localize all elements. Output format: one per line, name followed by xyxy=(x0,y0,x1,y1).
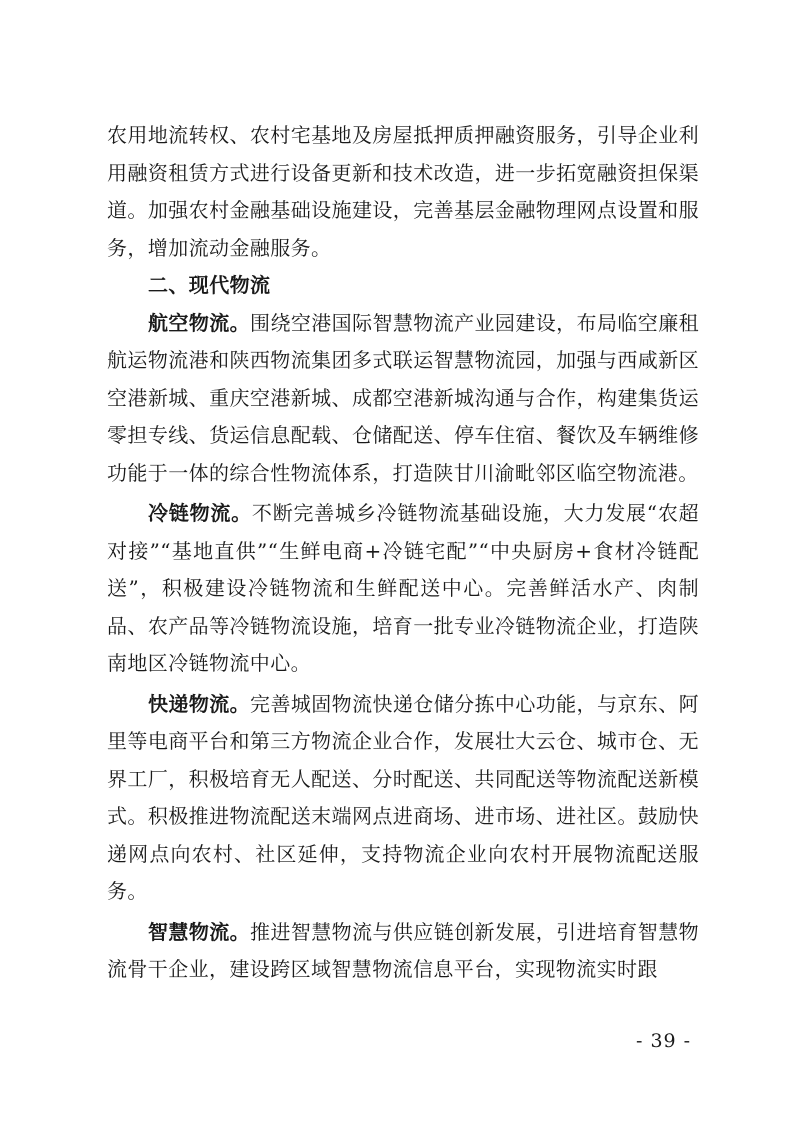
aviation-logistics-body: 围绕空港国际智慧物流产业园建设，布局临空廉租航运物流港和陕西物流集团多式联运智慧物流园，加强与西咸新区空港新城、重庆空港新城、成都空港新城沟通与合作，构建集货运零担专线、货运信息配载、仓储配送、停车住宿、餐饮及车辆维修功能于一体的综合性物流体系，打造陕甘川渝毗邻区临空物流港。 xyxy=(107,310,699,485)
cold-chain-logistics-paragraph xyxy=(107,495,699,683)
page-number: - 39 - xyxy=(636,1030,692,1052)
cold-chain-logistics-lead: 冷链物流。 xyxy=(148,501,252,525)
aviation-logistics-paragraph xyxy=(107,305,699,493)
smart-logistics-body: 推进智慧物流与供应链创新发展，引进培育智慧物流骨干企业，建设跨区域智慧物流信息平台，实现物流实时跟 xyxy=(107,919,699,981)
continuation-paragraph: 农用地流转权、农村宅基地及房屋抵押质押融资服务，引导企业利用融资租赁方式进行设备更新和技术改造，进一步拓宽融资担保渠道。加强农村金融基础设施建设，完善基层金融物理网点设置和服务，增加流动金融服务。 xyxy=(107,123,699,260)
express-logistics-body: 完善城固物流快递仓储分拣中心功能，与京东、阿里等电商平台和第三方物流企业合作，发展壮大云仓、城市仓、无界工厂，积极培育无人配送、分时配送、共同配送等物流配送新模式。积极推进物流配送末端网点进商场、进市场、进社区。鼓励快递网点向农村、社区延伸，支持物流企业向农村开展物流配送服务。 xyxy=(107,691,699,903)
express-logistics-lead: 快递物流。 xyxy=(148,691,251,716)
smart-logistics-paragraph xyxy=(107,914,699,989)
section-heading: 二、现代物流 xyxy=(148,273,271,297)
express-logistics-paragraph xyxy=(107,686,699,911)
cold-chain-logistics-body: 不断完善城乡冷链物流基础设施，大力发展“农超对接”“基地直供”“生鲜电商+冷链宅配”“中央厨房+食材冷链配送”，积极建设冷链物流和生鲜配送中心。完善鲜活水产、肉制品、农产品等冷链物流设施，培育一批专业冷链物流企业，打造陕南地区冷链物流中心。 xyxy=(107,501,699,675)
smart-logistics-lead: 智慧物流。 xyxy=(148,919,251,944)
aviation-logistics-lead: 航空物流。 xyxy=(148,310,251,335)
document-body xyxy=(107,117,699,989)
